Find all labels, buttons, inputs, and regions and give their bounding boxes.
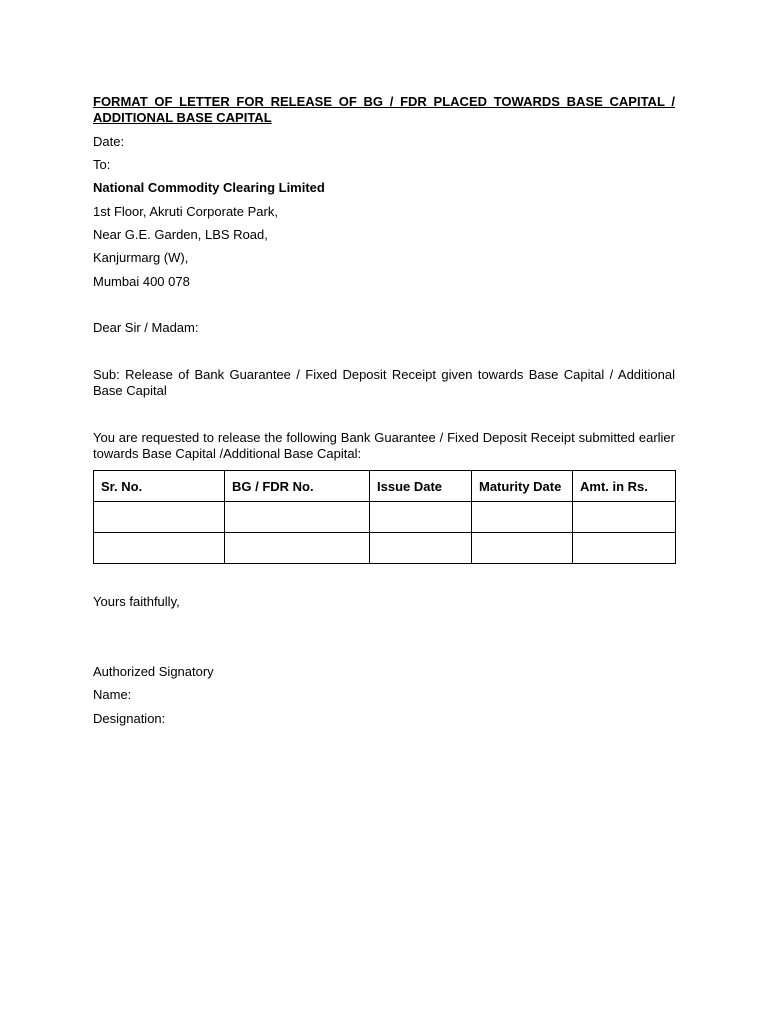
table-cell <box>472 502 573 533</box>
address-line-1: 1st Floor, Akruti Corporate Park, <box>93 204 278 219</box>
table-cell <box>472 533 573 564</box>
signatory-title: Authorized Signatory <box>93 664 214 679</box>
letter-page <box>93 94 675 726</box>
column-header-sr-no: Sr. No. <box>94 471 225 502</box>
table-cell <box>225 502 370 533</box>
closing: Yours faithfully, <box>93 594 180 609</box>
to-label: To: <box>93 157 111 172</box>
address-line-3: Kanjurmarg (W), <box>93 250 189 265</box>
column-header-bg-fdr-no: BG / FDR No. <box>225 471 370 502</box>
table-cell <box>370 533 472 564</box>
letter-title: FORMAT OF LETTER FOR RELEASE OF BG / FDR PLACED TOWARDS BASE CAPITAL / ADDITIONAL BASE CAPITAL <box>93 94 675 125</box>
table-cell <box>573 502 676 533</box>
body-paragraph: You are requested to release the following Bank Guarantee / Fixed Deposit Receipt submitted earlier towards Base Capital /Additional Base Capital: <box>93 430 675 461</box>
subject-line: Sub: Release of Bank Guarantee / Fixed Deposit Receipt given towards Base Capital / Additional Base Capital <box>93 367 675 398</box>
table-row <box>94 533 676 564</box>
column-header-issue-date: Issue Date <box>370 471 472 502</box>
salutation: Dear Sir / Madam: <box>93 320 199 335</box>
date-label: Date: <box>93 134 125 149</box>
table-cell <box>94 502 225 533</box>
table-cell <box>94 533 225 564</box>
table-row <box>94 502 676 533</box>
name-label: Name: <box>93 687 132 702</box>
address-line-4: Mumbai 400 078 <box>93 274 190 289</box>
column-header-maturity-date: Maturity Date <box>472 471 573 502</box>
column-header-amount: Amt. in Rs. <box>573 471 676 502</box>
table-cell <box>573 533 676 564</box>
table-header-row <box>94 471 676 502</box>
table-cell <box>370 502 472 533</box>
bg-fdr-table <box>93 470 676 564</box>
table-cell <box>225 533 370 564</box>
addressee-name: National Commodity Clearing Limited <box>93 180 325 195</box>
address-line-2: Near G.E. Garden, LBS Road, <box>93 227 268 242</box>
designation-label: Designation: <box>93 711 166 726</box>
